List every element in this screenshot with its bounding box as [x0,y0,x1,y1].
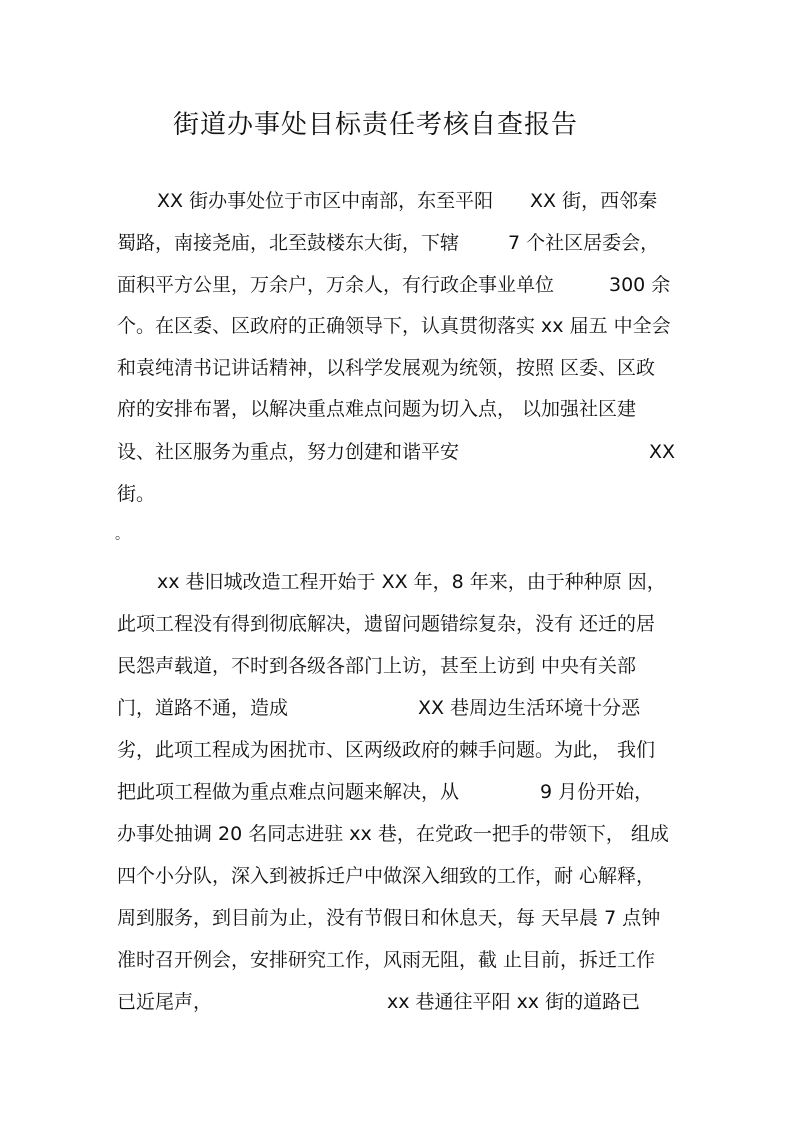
paragraph-2-line-2: 此项工程没有得到彻底解决，遗留问题错综复杂，没有 还迁的居 [117,613,656,635]
text-segment: XX [649,441,676,463]
paragraph-1-line-6: 府的安排布署，以解决重点难点问题为切入点， 以加强社区建 [117,398,637,420]
text-segment: 面积平方公里，万余户，万余人，有行政企事业单位 [117,274,555,296]
text-segment: XX 街办事处位于市区中南部，东至平阳 [157,190,494,212]
text-segment: 蜀路，南接尧庙，北至鼓楼东大街，下辖 [117,232,460,254]
text-segment: 9 月份开始， [540,781,654,803]
paragraph-2-line-9: 周到服务，到目前为止，没有节假日和休息天，每 天早晨 7 点钟 [117,907,661,929]
text-segment: 把此项工程做为重点难点问题来解决，从 [117,781,460,803]
text-segment: 门，道路不通，造成 [117,697,289,719]
paragraph-2-line-5: 劣，此项工程成为困扰市、区两级政府的棘手问题。为此， 我们 [117,739,656,761]
text-segment: 7 个社区居委会， [508,232,660,254]
paragraph-1-line-5: 和袁纯清书记讲话精神，以科学发展观为统领，按照 区委、区政 [117,357,656,379]
text-segment: 300 余 [609,274,671,296]
paragraph-2-line-8: 四个小分队，深入到被拆迁户中做深入细致的工作，耐 心解释， [117,865,656,887]
paragraph-2-line-10: 准时召开例会，安排研究工作，风雨无阻，截 止目前，拆迁工作 [117,949,656,971]
text-segment: 已近尾声， [117,991,213,1013]
text-segment: XX 街，西邻秦 [530,190,658,212]
paragraph-2-line-7: 办事处抽调 20 名同志进驻 xx 巷，在党政一把手的带领下， 组成 [117,823,669,845]
stray-punctuation-mark: 。 [115,527,129,543]
document-title: 街道办事处目标责任考核自查报告 [173,110,579,140]
paragraph-1-line-4: 个。在区委、区政府的正确领导下，认真贯彻落实 xx 届五 中全会 [117,315,671,337]
paragraph-2-line-1: xx 巷旧城改造工程开始于 XX 年，8 年来，由于种种原 因， [157,571,666,593]
text-segment: xx 巷通往平阳 xx 街的道路已 [387,991,641,1013]
paragraph-1-line-8: 街。 [117,483,156,505]
text-segment: XX 巷周边生活环境十分恶 [418,697,641,719]
text-segment: 设、社区服务为重点，努力创建和谐平安 [117,441,460,463]
paragraph-2-line-3: 民怨声载道，不时到各级各部门上访，甚至上访到 中央有关部 [117,655,637,677]
